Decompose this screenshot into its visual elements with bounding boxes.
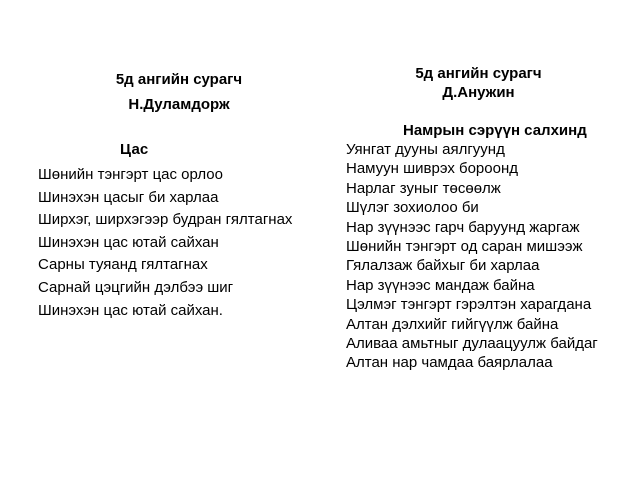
poem-line: Нар зүүнээс гарч баруунд жаргаж: [346, 218, 580, 236]
poem-line: Уянгат дууны аялгуунд: [346, 141, 505, 158]
right-author-name: Д.Анужин: [442, 84, 515, 101]
poem-line: Шинэхэн цас ютай сайхан: [38, 233, 219, 251]
right-poem-title: Намрын сэрүүн салхинд: [403, 122, 587, 139]
poem-line: Нар зүүнээс мандаж байна: [346, 276, 535, 294]
right-author-grade: 5д ангийн сурагч: [415, 65, 542, 82]
poem-line: Алтан нар чамдаа баярлалаа: [346, 354, 553, 372]
poem-line: Аливаа амьтныг дулаацуулж байдаг: [346, 335, 598, 353]
poem-line: Сарнай цэцгийн дэлбээ шиг: [38, 278, 234, 296]
left-author-name: Н.Дуламдорж: [128, 96, 230, 113]
poem-line: Ширхэг, ширхэгээр будран гялтагнах: [38, 211, 293, 229]
left-author-grade: 5д ангийн сурагч: [115, 71, 243, 88]
right-poem-lines: [346, 140, 598, 373]
poem-line: Алтан дэлхийг гийгүүлж байна: [346, 315, 559, 333]
poem-line: Намуун шиврэх бороонд: [346, 160, 518, 178]
left-poem-title: Цас: [120, 141, 149, 158]
poem-line: Шөнийн тэнгэрт цас орлоо: [38, 166, 223, 183]
poem-line: Гялалзаж байхыг би харлаа: [346, 257, 540, 275]
poem-line: Шинэхэн цас ютай сайхан.: [38, 301, 223, 319]
poem-line: Шинэхэн цасыг би харлаа: [38, 188, 219, 206]
poem-line: Шүлэг зохиолоо би: [346, 199, 479, 217]
poem-line: Шөнийн тэнгэрт од саран мишээж: [346, 238, 583, 256]
left-poem-lines: [38, 164, 292, 322]
poem-line: Цэлмэг тэнгэрт гэрэлтэн харагдана: [346, 296, 592, 314]
poem-line: Сарны туяанд гялтагнах: [38, 256, 208, 274]
poem-line: Нарлаг зуныг төсөөлж: [346, 179, 501, 197]
